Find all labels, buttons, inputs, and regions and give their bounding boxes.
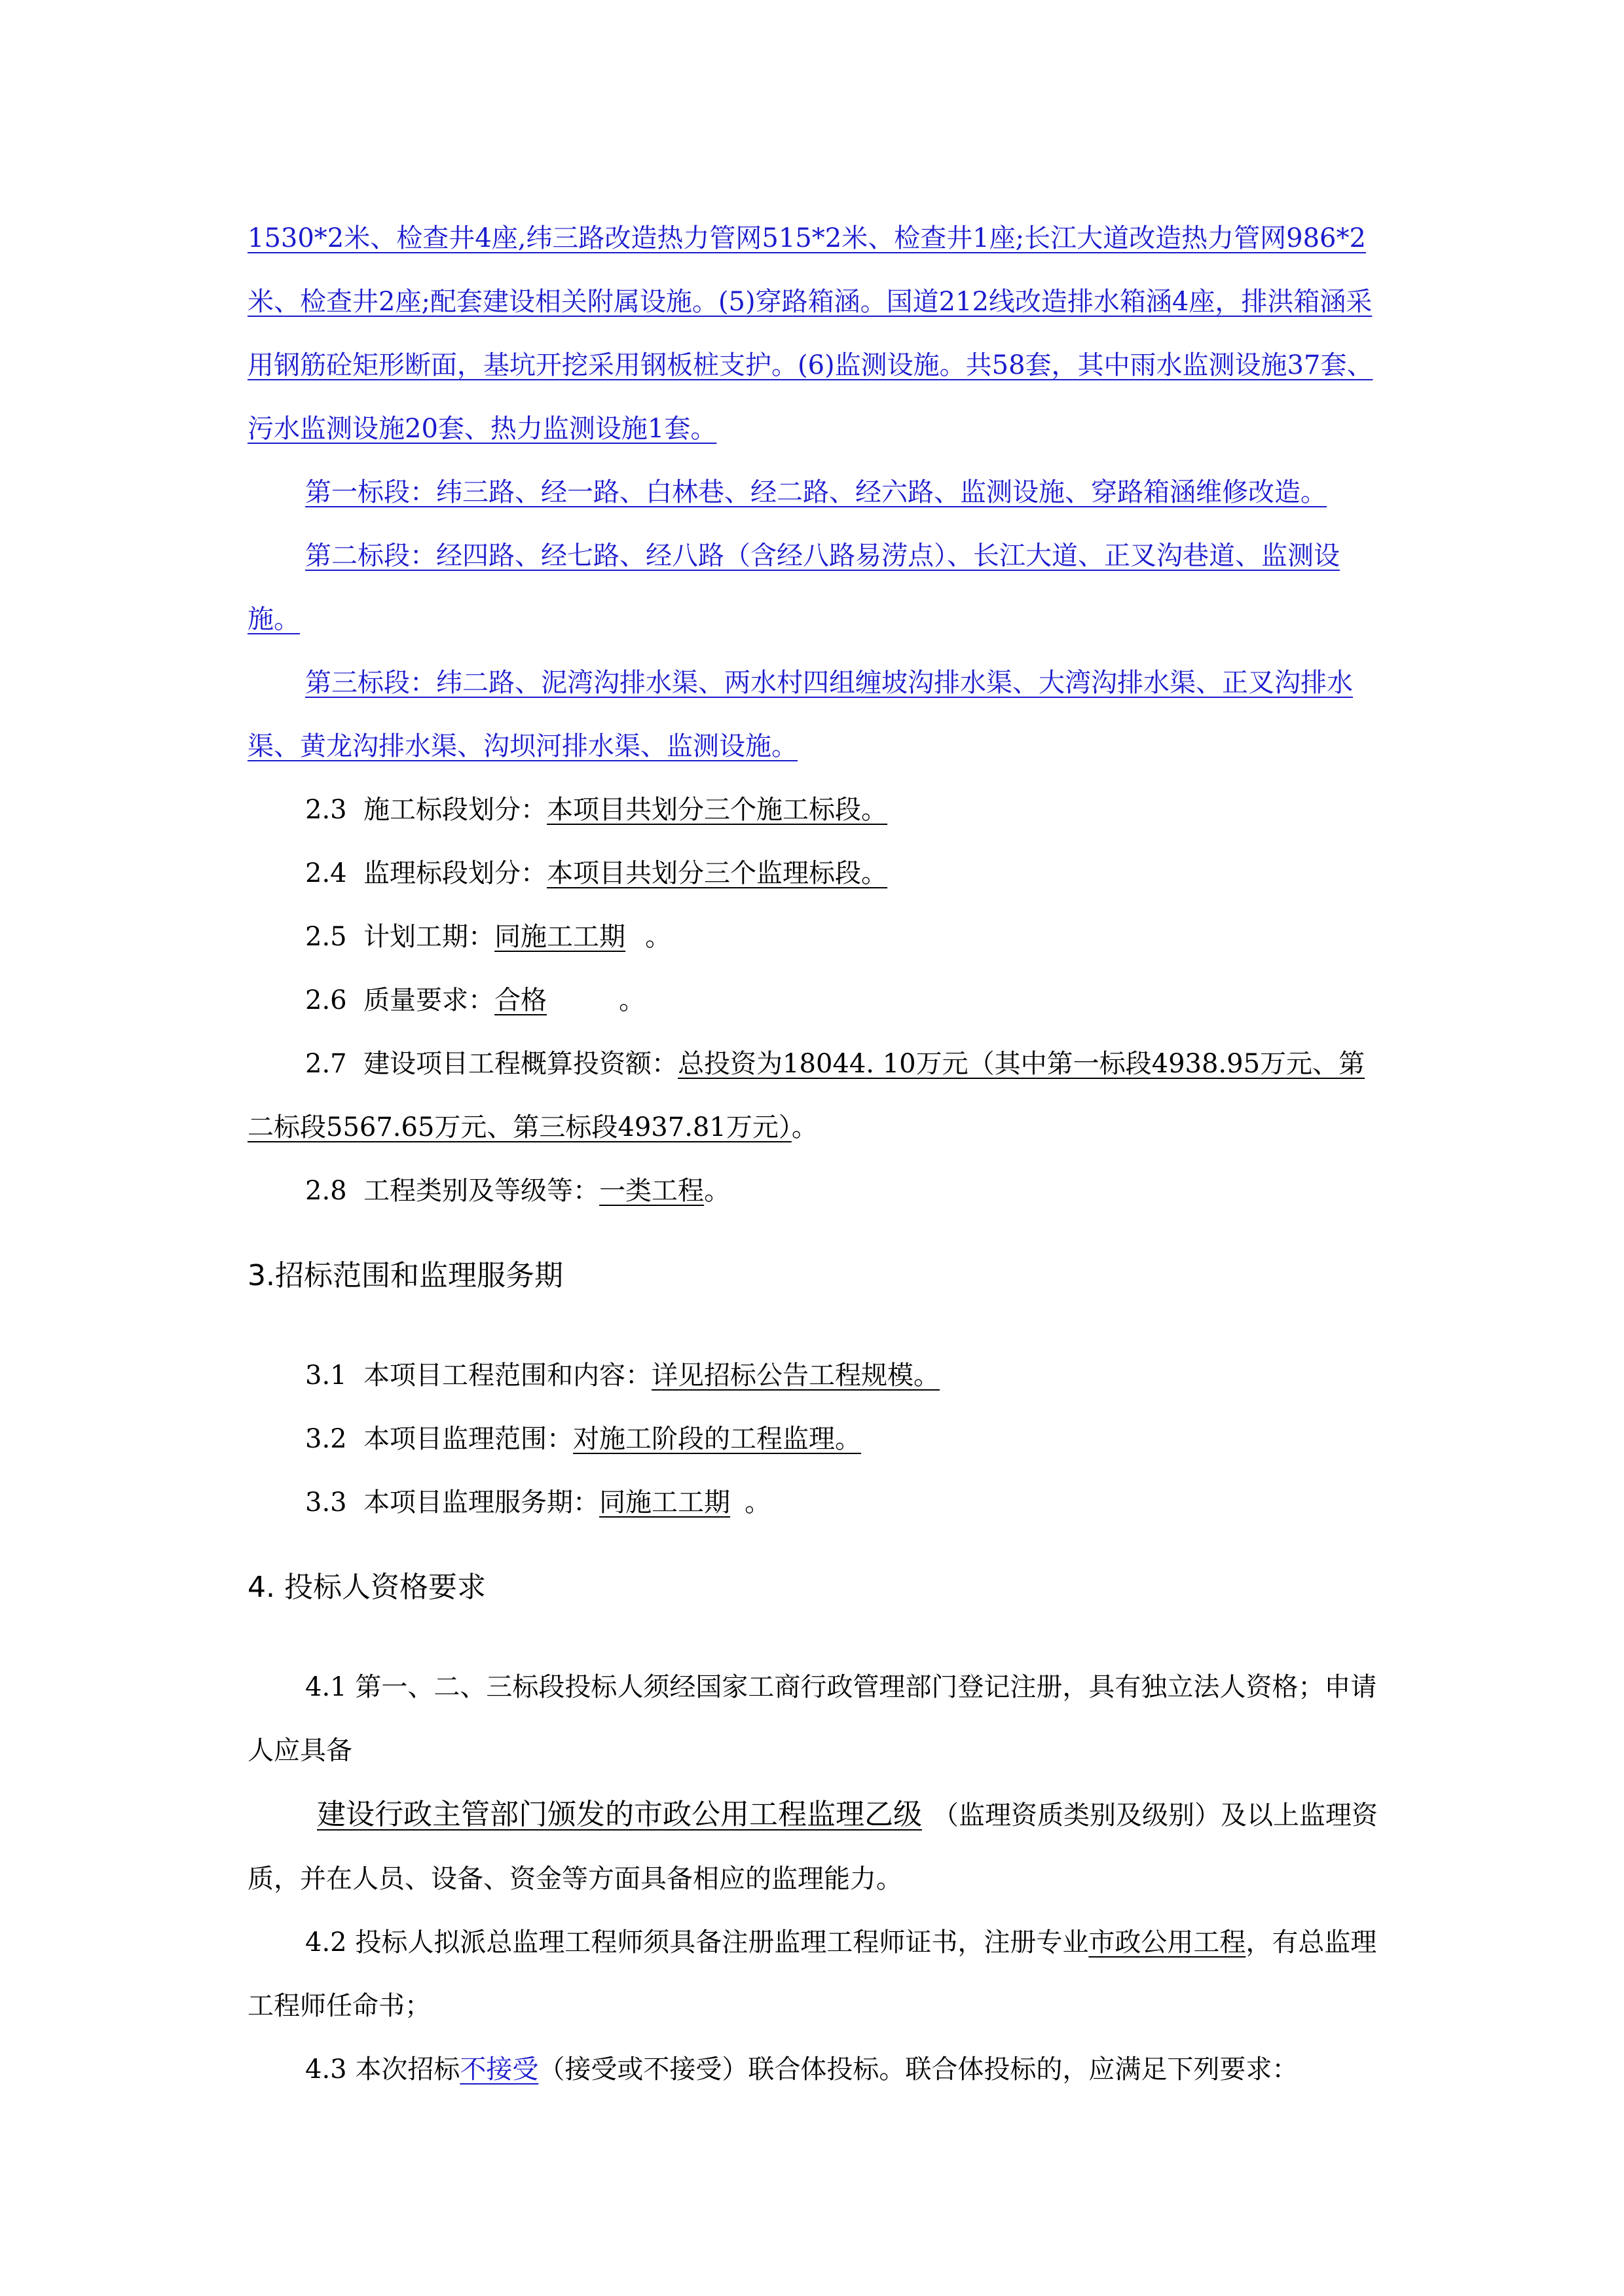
item-3-3-label: 本项目监理服务期：: [363, 1487, 600, 1518]
item-2-3-label: 施工标段划分：: [363, 795, 547, 825]
item-3-2-num: 3.2: [305, 1424, 347, 1454]
registered-major: 市政公用工程: [1088, 1927, 1246, 1958]
item-3-1: [248, 1344, 1386, 1408]
item-2-4-value-text: 本项目共划分三个监理标段。: [547, 858, 888, 888]
item-2-7-label: 建设项目工程概算投资额：: [363, 1049, 678, 1079]
paragraph-4-1: 4.1 第一、二、三标段投标人须经国家工商行政管理部门登记注册，具有独立法人资格；申请人应具备: [248, 1672, 1377, 1766]
paragraph-4-1-qualification: [248, 1783, 1386, 1911]
item-3-3-value: [599, 1487, 745, 1518]
item-3-2-value: [573, 1424, 869, 1454]
item-2-7-value: 总投资为18044. 10万元（其中第一标段4938.95万元、第二标段5567.65万元、第三标段4937.81万元）: [248, 1049, 1365, 1142]
item-3-1-value-text: 详见招标公告工程规模。: [652, 1360, 940, 1391]
document-body: [248, 207, 1386, 2102]
item-2-5-label: 计划工期：: [363, 922, 495, 952]
section-2-text: 经四路、经七路、经八路（含经八路易涝点）、长江大道、正叉沟巷道、监测设施。: [248, 541, 1340, 634]
section-1-paragraph: [248, 461, 1386, 524]
paragraph-4-2-pre: 4.2 投标人拟派总监理工程师须具备注册监理工程师证书，注册专业: [305, 1927, 1089, 1958]
item-2-5-value: [494, 922, 645, 952]
item-2-7-num: 2.7: [305, 1049, 347, 1079]
item-2-4-value: [547, 858, 903, 888]
qualification-value: [305, 1798, 932, 1831]
qualification-text: 建设行政主管部门颁发的市政公用工程监理乙级: [317, 1798, 922, 1831]
item-2-3-value: [547, 795, 903, 825]
item-2-3-value-text: 本项目共划分三个施工标段。: [547, 795, 888, 825]
item-3-3: [248, 1471, 1386, 1535]
qualification-note: （监理资质类别及级别）及以上监理资质，并在人员、设备、资金等方面具备相应的监理能力。: [248, 1800, 1378, 1894]
item-3-2-value-text: 对施工阶段的工程监理。: [573, 1424, 862, 1454]
project-scale-link[interactable]: 1530*2米、检查井4座,纬三路改造热力管网515*2米、检查井1座;长江大道改造热力管网986*2米、检查井2座;配套建设相关附属设施。(5)穿路箱涵。国道212线改造排水箱涵4座，排洪箱涵采用钢筋砼矩形断面，基坑开挖采用钢板桩支护。(6)监测设施。共58套，其中雨水监测设施37套、污水监测设施20套、热力监测设施1套。: [248, 223, 1373, 444]
section-2-label: 第二标段：: [305, 541, 436, 571]
item-2-5-value-text: 同施工工期: [494, 922, 626, 952]
item-2-5-num: 2.5: [305, 922, 347, 952]
item-2-6-num: 2.6: [305, 985, 347, 1015]
section-3-link[interactable]: [248, 668, 1353, 761]
item-2-3-num: 2.3: [305, 795, 347, 825]
item-3-1-num: 3.1: [305, 1360, 347, 1391]
item-2-8-tail: 。: [704, 1176, 731, 1206]
item-2-5: [248, 905, 1386, 969]
item-2-8-label: 工程类别及等级等：: [363, 1176, 600, 1206]
item-2-4: [248, 842, 1386, 905]
section-1-link[interactable]: [305, 477, 1327, 507]
section-3-text: 纬二路、泥湾沟排水渠、两水村四组缠坡沟排水渠、大湾沟排水渠、正叉沟排水渠、黄龙沟排水渠、沟坝河排水渠、监测设施。: [248, 668, 1353, 761]
item-2-8-value: 一类工程: [599, 1176, 705, 1206]
item-2-8-num: 2.8: [305, 1176, 347, 1206]
section-3-paragraph: [248, 651, 1386, 778]
project-scale-paragraph: [248, 207, 1386, 461]
item-2-3: [248, 778, 1386, 842]
section-1-text: 纬三路、经一路、白林巷、经二路、经六路、监测设施、穿路箱涵维修改造。: [436, 477, 1327, 507]
item-3-3-value-text: 同施工工期: [599, 1487, 731, 1518]
paragraph-4-3: [248, 2038, 1386, 2102]
item-3-1-value: [652, 1360, 950, 1391]
item-2-6: [248, 969, 1386, 1032]
item-2-6-value: [494, 985, 619, 1015]
item-3-1-label: 本项目工程范围和内容：: [363, 1360, 652, 1391]
item-2-6-value-text: 合格: [494, 985, 547, 1015]
section-3-label: 第三标段：: [305, 668, 436, 698]
item-2-6-tail: 。: [619, 985, 646, 1015]
paragraph-4-2-post: ，有总监理工程师任命书；: [248, 1927, 1377, 2021]
item-3-2-label: 本项目监理范围：: [363, 1424, 574, 1454]
item-2-6-label: 质量要求：: [363, 985, 495, 1015]
paragraph-4-3-pre: 4.3 本次招标: [305, 2054, 460, 2085]
item-2-7: [248, 1032, 1386, 1159]
item-2-8: [248, 1159, 1386, 1223]
section-2-link[interactable]: [248, 541, 1340, 634]
item-2-7-tail: 。: [791, 1112, 818, 1142]
section-1-label: 第一标段：: [305, 477, 436, 507]
joint-bid-choice-link[interactable]: 不接受: [460, 2054, 539, 2085]
heading-4: 4. 投标人资格要求: [248, 1571, 486, 1604]
item-3-3-num: 3.3: [305, 1487, 347, 1518]
item-2-4-num: 2.4: [305, 858, 347, 888]
heading-3: 3.招标范围和监理服务期: [248, 1259, 563, 1292]
item-2-4-label: 监理标段划分：: [363, 858, 547, 888]
paragraph-4-3-post: （接受或不接受）联合体投标。联合体投标的，应满足下列要求：: [538, 2054, 1299, 2085]
item-2-5-tail: 。: [645, 922, 672, 952]
section-2-paragraph: [248, 524, 1386, 651]
item-3-3-tail: 。: [745, 1487, 771, 1518]
paragraph-4-2: [248, 1911, 1386, 2038]
item-3-2: [248, 1408, 1386, 1471]
